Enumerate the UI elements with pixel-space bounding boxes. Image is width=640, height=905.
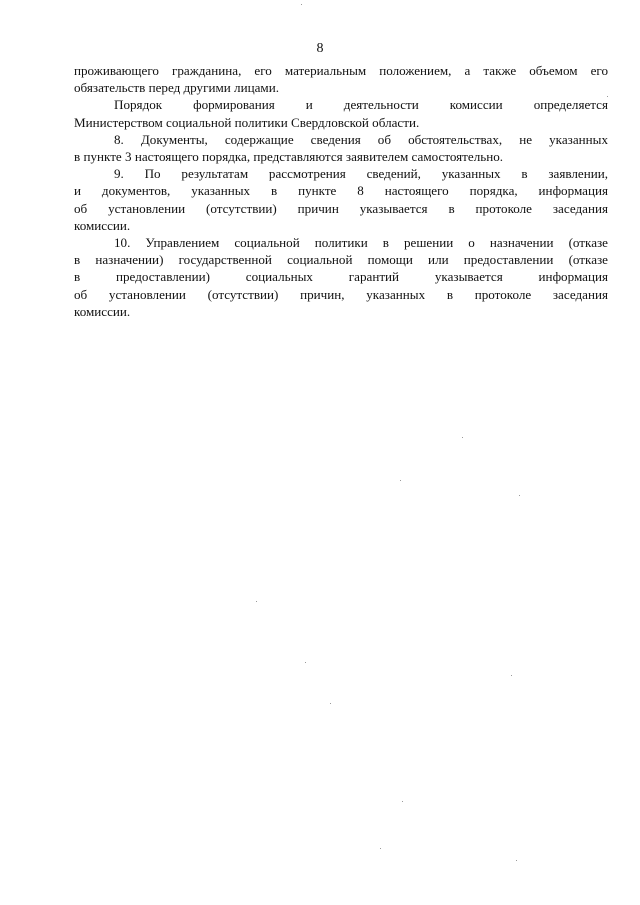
paragraph-item-10	[74, 234, 608, 320]
paragraph-continuation	[74, 62, 608, 96]
document-body	[74, 62, 608, 320]
text-line: 10. Управлением социальной политики в решении о назначении (отказе	[114, 234, 608, 250]
scan-speck	[305, 662, 306, 663]
scan-speck	[256, 601, 257, 602]
text-line: об установлении (отсутствии) причин указывается в протоколе заседания	[74, 200, 608, 216]
paragraph-item-8	[74, 131, 608, 165]
text-line: Порядок формирования и деятельности комиссии определяется	[114, 97, 608, 113]
page-number: 8	[316, 41, 324, 56]
text-line: 8. Документы, содержащие сведения об обстоятельствах, не указанных	[114, 131, 608, 147]
scan-speck	[301, 4, 302, 5]
scan-speck	[511, 675, 512, 676]
text-line: проживающего гражданина, его материальным положением, а также объемом его	[74, 63, 608, 78]
text-line: 9. По результатам рассмотрения сведений, указанных в заявлении,	[114, 166, 608, 182]
scan-speck	[516, 860, 517, 861]
text-line: комиссии.	[74, 303, 131, 319]
text-line: обязательств перед другими лицами.	[74, 80, 279, 96]
scan-speck	[519, 495, 520, 496]
paragraph-item-9	[74, 165, 608, 234]
paragraph-commission-procedure	[74, 96, 608, 130]
text-line: Министерством социальной политики Свердловской области.	[74, 114, 420, 130]
text-line: комиссии.	[74, 217, 131, 233]
text-line: в назначении) государственной социальной помощи или предоставлении (отказе	[74, 252, 608, 268]
scan-speck	[400, 480, 401, 481]
scan-speck	[330, 703, 331, 704]
scan-speck	[380, 848, 381, 849]
scan-speck	[607, 96, 608, 97]
text-line: об установлении (отсутствии) причин, указанных в протоколе заседания	[74, 286, 608, 302]
text-line: и документов, указанных в пункте 8 настоящего порядка, информация	[74, 183, 608, 199]
scan-speck	[402, 801, 403, 802]
text-line: в предоставлении) социальных гарантий указывается информация	[74, 269, 608, 285]
scan-speck	[462, 437, 463, 438]
text-line: в пункте 3 настоящего порядка, представляются заявителем самостоятельно.	[74, 148, 504, 164]
